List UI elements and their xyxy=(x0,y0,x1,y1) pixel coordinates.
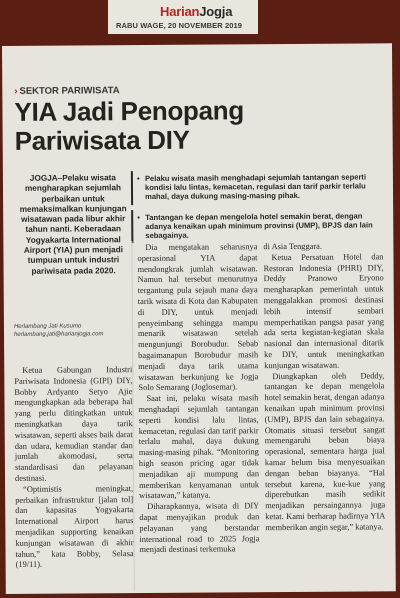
body-paragraph: Ketua Persatuan Hotel dan Restoran Indonesia (PHRI) DIY, Deddy Pranowo Eryono mengharapkan pemerintah untuk menggalakkan promosi destinasi lebih intensif sembari memperhatikan pangsa pasar yang ada serta kegiatan-kegiatan skala nasional dan internasional ditarik ke DIY, untuk meningkatkan kunjungan wisatawan. xyxy=(263,252,385,370)
author-email: herlambang.jati@harianjogja.com xyxy=(13,330,104,338)
section-text: SEKTOR PARIWISATA xyxy=(19,85,120,97)
author-name: Herlambang Jati Kusumo xyxy=(13,323,82,330)
body-paragraph: “Optimistis meningkat, perbaikan infrastruktur [jalan tol] dan kapasitas Yogyakarta International Airport harus menjadikan supporting kenaikan kunjungan wisatawan di akhir tahun,” kata Bobby, Selasa (19/11). xyxy=(15,483,134,570)
body-paragraph: Diharapkannya, wisata di DIY dapat menyajikan produk dan pelayanan yang berstandar international road to 2025 Jogja menjadi destinasi terkemuka xyxy=(139,501,260,555)
body-paragraph: Dia mengatakan seharusnya operasional YIA dapat mendongkrak jumlah wisatawan. Namun hal tersebut menurutnya tergantung pula sejauh mana daya tarik wisata di Kota dan Kabupaten di DIY, untuk menjadi penyeimbang sehingga mampu menarik wisatawan setelah mengunjungi Borobudur. Sebab bagaimanapun Borobudur masih menjadi daya tarik utama wisatawan berkunjung ke Jogja Solo Semarang (Joglosemar). xyxy=(137,242,259,393)
brand-red: Harian xyxy=(160,4,200,19)
dateline: RABU WAGE, 20 NOVEMBER 2019 xyxy=(116,21,243,30)
headline: YIA Jadi Penopang Pariwisata DIY xyxy=(14,95,244,156)
body-column-1 xyxy=(14,365,133,571)
body-paragraph: Saat ini, pelaku wisata masih menghadapi sejumlah tantangan seperti kondisi lalu lintas, kemacetan, regulasi dan tarif parkir terlalu mahal, daya dukung masing-masing pihak. “Monitoring high season pricing agar tidak menjadikan aji mumpung dan memberikan kenyamanan untuk wisatawan,” katanya. xyxy=(138,393,260,501)
highlight-text: Pelaku wisata masih menghadapi sejumlah tantangan seperti kondisi lalu lintas, kemacetan, regulasi dan tarif parkir terlalu mahal, daya dukung masing-masing pihak. xyxy=(144,172,367,202)
byline xyxy=(14,323,134,339)
body-paragraph: di Asia Tenggara. xyxy=(263,241,323,252)
newspaper-clipping xyxy=(2,43,396,594)
bullet-icon: • xyxy=(136,174,140,184)
body-column-2 xyxy=(137,242,259,556)
body-column-3 xyxy=(263,241,385,533)
body-paragraph: Diungkapkan oleh Deddy, tantangan ke depan mengelola hotel semakin berat, dengan adanya kenaikan upah minimum provinsi (UMP), BPJS dan lain sebagainya. Otomatis situasi tersebut sangat memengaruhi beban biaya operasional, sementara harga jual kamar belum bisa menyesuaikan dengan beban biayanya. “Hal tersebut karena, kue-kue yang diperebutkan masih sedikit menjadikan persaingannya juga ketat. Kami berharap hadirnya YIA memberikan angin segar,” katanya. xyxy=(264,370,386,532)
masthead xyxy=(108,0,258,34)
bullet-icon: • xyxy=(137,212,140,222)
highlight-item xyxy=(131,208,387,243)
highlight-text: Tantangan ke depan mengelola hotel semakin berat, dengan adanya kenaikan upah minimum provinsi (UMP), BPJS dan lain sebagainya. xyxy=(145,211,373,241)
newspaper-logo xyxy=(160,4,232,19)
highlight-item xyxy=(131,169,387,204)
body-paragraph: Ketua Gabungan Industri Pariwisata Indonesia (GIPI) DIY, Bobby Ardyanto Setyo Ajie mengungkapkan ada beberapa hal yang perlu ditingkatkan untuk meningkatkan daya tarik wisatawan, seperti akses baik darat dan udara, kemudian standar dan jumlah akomodasi, serta standardisasi dan pelayanan destinasi. xyxy=(14,365,133,483)
highlight-box xyxy=(131,169,388,248)
brand-dark: Jogja xyxy=(199,4,233,19)
lead-paragraph: JOGJA–Pelaku wisata mengharapkan sejumlah perbaikan untuk memaksimalkan kunjungan wisatawan pada libur akhir tahun nanti. Keberadaan Yogyakarta International Airport (YIA) pun menjadi tumpuan untuk industri pariwisata pada 2020. xyxy=(19,173,127,276)
section-label xyxy=(14,85,119,97)
chevron-icon: › xyxy=(14,85,18,97)
